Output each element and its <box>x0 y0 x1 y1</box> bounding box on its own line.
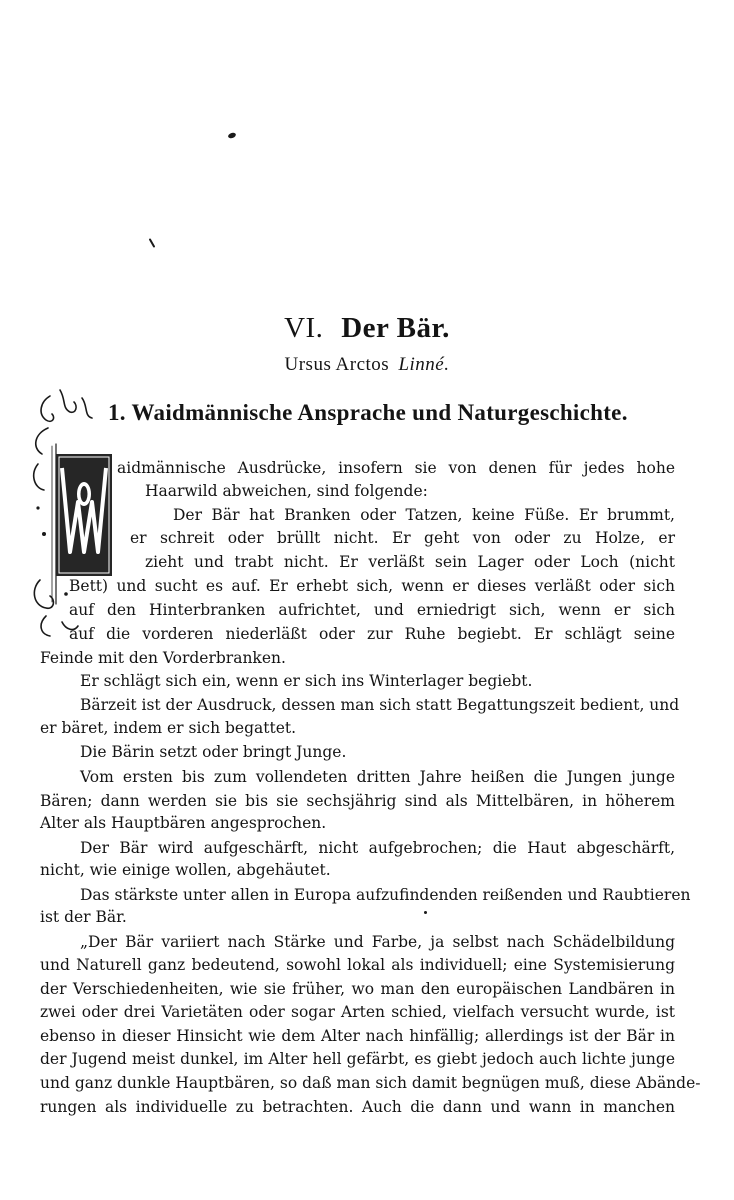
text-line: auf die vorderen niederläßt oder zur Ruhe begiebt. Er schlägt seine <box>69 625 675 643</box>
ink-speck <box>424 911 427 914</box>
species-subtitle <box>0 354 734 376</box>
text-line: er bäret, indem er sich begattet. <box>40 719 297 737</box>
text-line: zwei oder drei Varietäten oder sogar Arten schied, vielfach versucht wurde, ist <box>40 1003 675 1021</box>
text-line: Feinde mit den Vorderbranken. <box>40 649 286 667</box>
species-author: Linné. <box>398 354 450 375</box>
text-line: zieht und trabt nicht. Er verläßt sein Lager oder Loch (nicht <box>145 553 675 571</box>
text-line: Der Bär hat Branken oder Tatzen, keine Füße. Er brummt, <box>173 506 675 524</box>
text-line: ebenso in dieser Hinsicht wie dem Alter nach hinfällig; allerdings ist der Bär in <box>40 1027 675 1045</box>
section-heading: 1. Waidmännische Ansprache und Naturgeschichte. <box>108 400 628 425</box>
text-line: Haarwild abweichen, sind folgende: <box>145 482 428 500</box>
ink-speck <box>149 238 156 248</box>
chapter-numeral: VI. <box>284 312 324 344</box>
text-line: auf den Hinterbranken aufrichtet, und erniedrigt sich, wenn er sich <box>69 601 675 619</box>
ink-speck <box>227 132 236 139</box>
chapter-title <box>0 312 734 345</box>
chapter-name: Der Bär. <box>341 312 450 344</box>
text-line: rungen als individuelle zu betrachten. Auch die dann und wann in manchen <box>40 1098 675 1116</box>
text-line: Er schlägt sich ein, wenn er sich ins Winterlager begiebt. <box>80 672 533 690</box>
text-line: er schreit oder brüllt nicht. Er geht von oder zu Holze, er <box>130 529 675 547</box>
text-line: Bärzeit ist der Ausdruck, dessen man sich statt Begattungszeit bedient, und <box>80 696 680 714</box>
text-line: und Naturell ganz bedeutend, sowohl lokal als individuell; eine Systemisierung <box>40 956 675 974</box>
text-line: Das stärkste unter allen in Europa aufzufindenden reißenden und Raubtieren <box>80 886 691 904</box>
text-line: Bären; dann werden sie bis sie sechsjährig sind als Mittelbären, in höherem <box>40 792 675 810</box>
text-line: Die Bärin setzt oder bringt Junge. <box>80 743 347 761</box>
text-line: der Verschiedenheiten, wie sie früher, wo man den europäischen Landbären in <box>40 980 675 998</box>
text-line: „Der Bär variiert nach Stärke und Farbe, ja selbst nach Schädelbildung <box>80 933 675 951</box>
text-line: der Jugend meist dunkel, im Alter hell gefärbt, es giebt jedoch auch lichte junge <box>40 1050 675 1068</box>
text-line: ist der Bär. <box>40 908 127 926</box>
text-line: und ganz dunkle Hauptbären, so daß man sich damit begnügen muß, diese Abände- <box>40 1074 701 1092</box>
text-line: nicht, wie einige wollen, abgehäutet. <box>40 861 331 879</box>
text-line: Alter als Hauptbären angesprochen. <box>40 814 327 832</box>
text-line: Der Bär wird aufgeschärft, nicht aufgebrochen; die Haut abgeschärft, <box>80 839 675 857</box>
text-line: Bett) und sucht es auf. Er erhebt sich, wenn er dieses verläßt oder sich <box>69 577 675 595</box>
text-line: Vom ersten bis zum vollendeten dritten Jahre heißen die Jungen junge <box>80 768 675 786</box>
species-name: Ursus Arctos <box>284 354 390 375</box>
text-line: aidmännische Ausdrücke, insofern sie von denen für jedes hohe <box>117 459 675 477</box>
